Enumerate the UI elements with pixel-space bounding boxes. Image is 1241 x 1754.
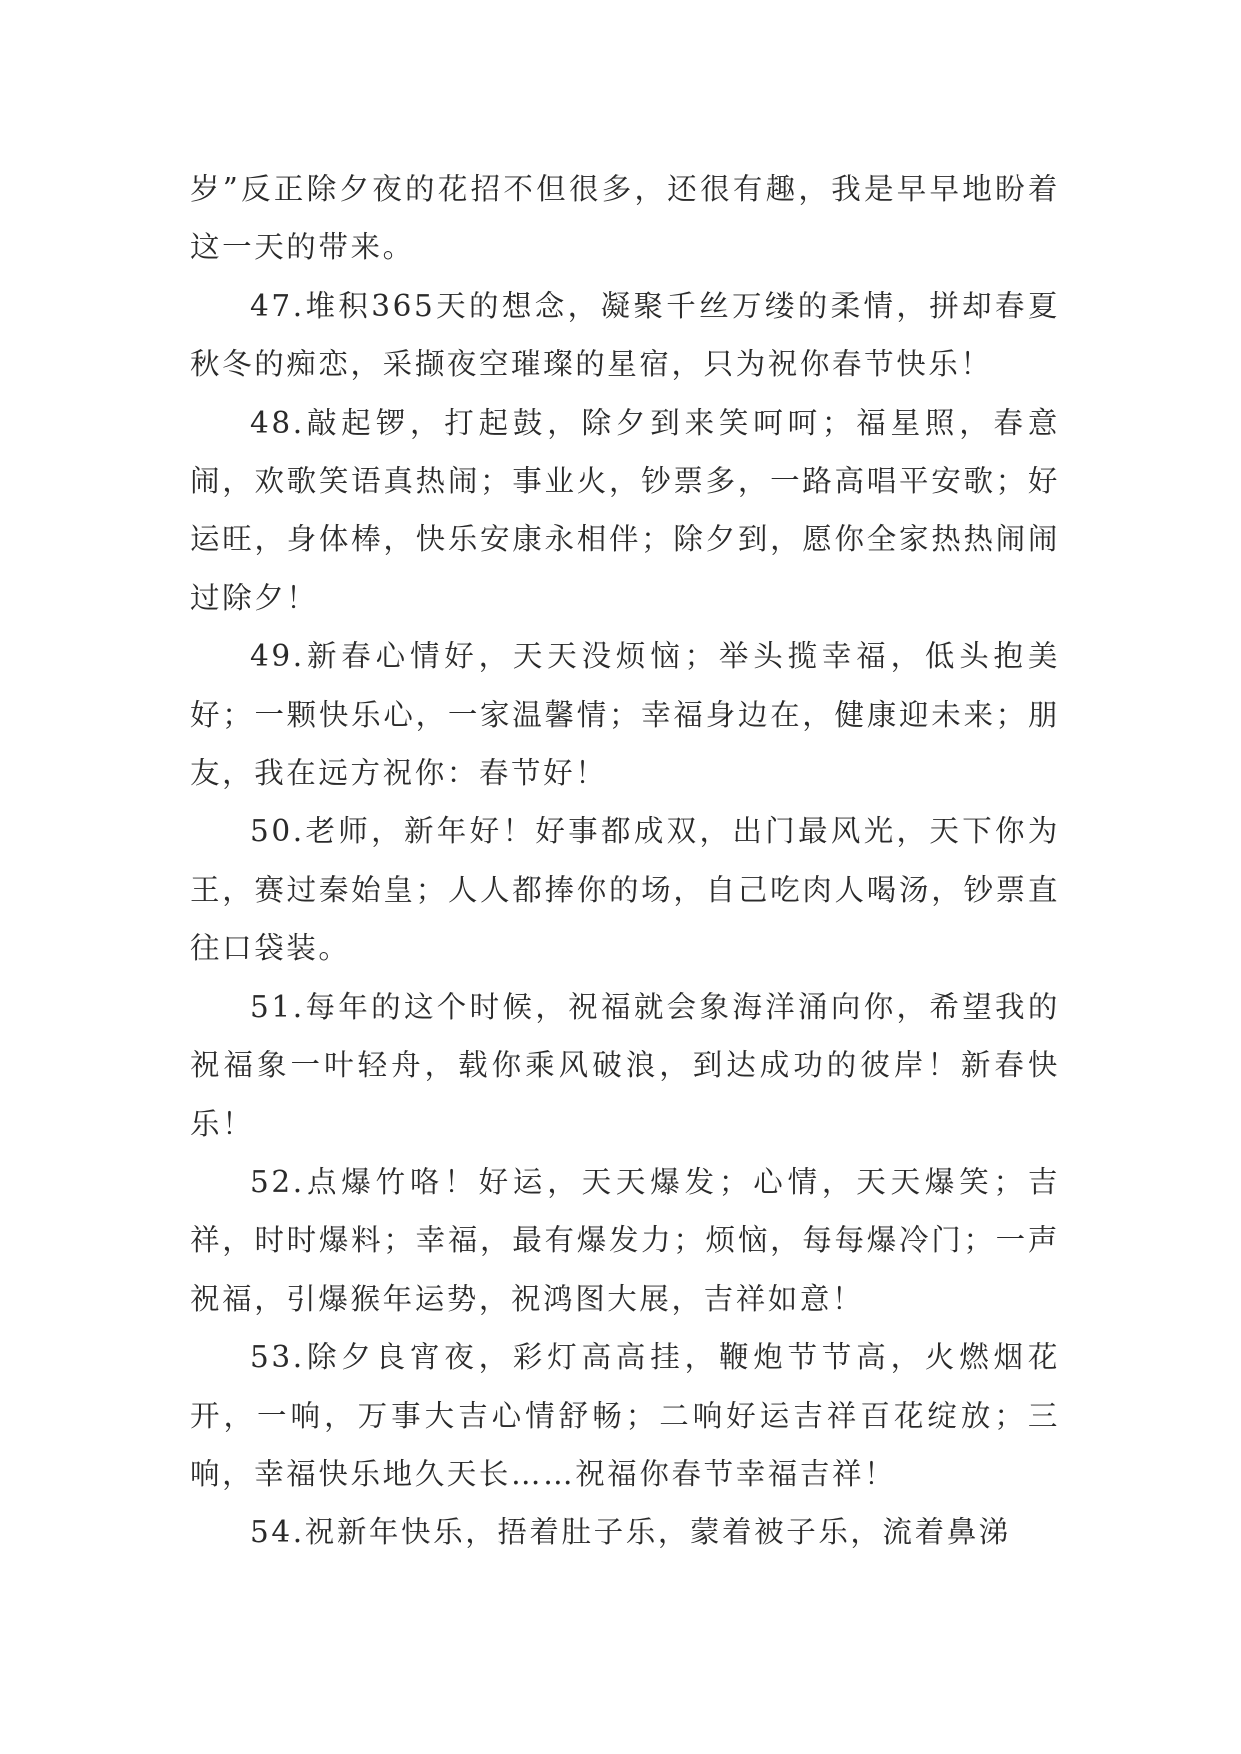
- body-text: [190, 160, 1060, 1562]
- paragraph-51: 51.每年的这个时候，祝福就会象海洋涌向你，希望我的祝福象一叶轻舟，载你乘风破浪，到达成功的彼岸！新春快乐！: [190, 989, 1060, 1141]
- paragraph-54: 54.祝新年快乐，捂着肚子乐，蒙着被子乐，流着鼻涕: [250, 1515, 1011, 1550]
- paragraph-47: 47.堆积365天的想念，凝聚千丝万缕的柔情，拼却春夏秋冬的痴恋，采撷夜空璀璨的星宿，只为祝你春节快乐！: [190, 288, 1060, 382]
- paragraph-50: 50.老师，新年好！好事都成双，出门最风光，天下你为王，赛过秦始皇；人人都捧你的场，自己吃肉人喝汤，钞票直往口袋装。: [190, 814, 1060, 966]
- paragraph-53: 53.除夕良宵夜，彩灯高高挂，鞭炮节节高，火燃烟花开，一响，万事大吉心情舒畅；二响好运吉祥百花绽放；三响，幸福快乐地久天长……祝福你春节幸福吉祥！: [190, 1340, 1060, 1491]
- paragraph-48: 48.敲起锣，打起鼓，除夕到来笑呵呵；福星照，春意闹，欢歌笑语真热闹；事业火，钞票多，一路高唱平安歌；好运旺，身体棒，快乐安康永相伴；除夕到，愿你全家热热闹闹过除夕！: [190, 405, 1060, 615]
- paragraph-46-continuation: 岁”反正除夕夜的花招不但很多，还很有趣，我是早早地盼着这一天的带来。: [190, 172, 1060, 265]
- paragraph-52: 52.点爆竹咯！好运，天天爆发；心情，天天爆笑；吉祥，时时爆料；幸福，最有爆发力；烦恼，每每爆冷门；一声祝福，引爆猴年运势，祝鸿图大展，吉祥如意！: [190, 1164, 1060, 1316]
- paragraph-49: 49.新春心情好，天天没烦恼；举头揽幸福，低头抱美好；一颗快乐心，一家温馨情；幸福身边在，健康迎未来；朋友，我在远方祝你：春节好！: [190, 639, 1060, 791]
